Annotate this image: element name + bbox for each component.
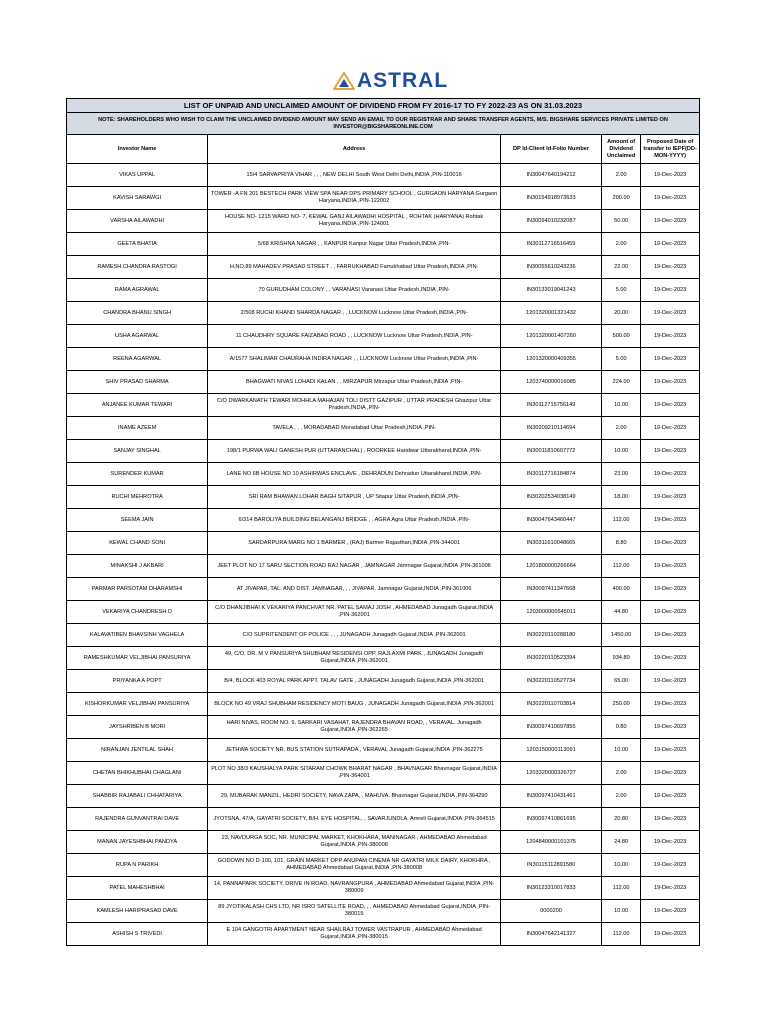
investor-name-cell: GEETA BHATIA bbox=[67, 233, 208, 256]
address-cell: 15/4 SARVAPRIYA VIHAR , , , NEW DELHI South West Delhi Delhi,INDIA ,PIN-110016 bbox=[208, 164, 501, 187]
folio-number-cell: IN30097410697855 bbox=[501, 716, 602, 739]
transfer-date-cell: 19-Dec-2023 bbox=[641, 762, 700, 785]
table-row bbox=[67, 256, 700, 279]
address-cell: TAVELA , , , MORADABAD Moradabad Uttar Pradesh,INDIA ,PIN- bbox=[208, 417, 501, 440]
investor-name-cell: CHETAN BHIKHUBHAI CHAGLANI bbox=[67, 762, 208, 785]
address-cell: SRI RAM BHAWAN LOHAR BAGH SITAPUR , UP Sitapur Uttar Pradesh,INDIA ,PIN- bbox=[208, 486, 501, 509]
table-row bbox=[67, 440, 700, 463]
folio-number-cell: 1201800000266664 bbox=[501, 555, 602, 578]
column-header-transfer-date: Proposed Date of transfer to IEPF(DD-MON-YYYY) bbox=[641, 135, 700, 164]
folio-number-cell: IN30220110703814 bbox=[501, 693, 602, 716]
transfer-date-cell: 19-Dec-2023 bbox=[641, 279, 700, 302]
table-row bbox=[67, 739, 700, 762]
address-cell: C/O DWARKANATH TEWARI MOHHLA MAHAJAN TOLI DISTT GAZIPUR , UTTAR PRADESH Ghazipur Uttar Pradesh,INDIA ,PIN- bbox=[208, 394, 501, 417]
amount-cell: 2.00 bbox=[602, 762, 641, 785]
amount-cell: 20.00 bbox=[602, 302, 641, 325]
investor-name-cell: RAJENDRA GUNVANTRAI DAVE bbox=[67, 808, 208, 831]
table-row bbox=[67, 164, 700, 187]
amount-cell: 200.00 bbox=[602, 187, 641, 210]
amount-cell: 934.80 bbox=[602, 647, 641, 670]
table-body bbox=[67, 164, 700, 946]
address-cell: JYOTSNA, 47/A, GAYATRI SOCIETY, B/H. EYE HOSPITAL, , SAVARJUNDLA. Amreli Gujarat,INDIA ,PIN-364515 bbox=[208, 808, 501, 831]
table-row bbox=[67, 670, 700, 693]
amount-cell: 22.00 bbox=[602, 256, 641, 279]
amount-cell: 10.00 bbox=[602, 900, 641, 923]
amount-cell: 10.00 bbox=[602, 440, 641, 463]
amount-cell: 18.00 bbox=[602, 486, 641, 509]
transfer-date-cell: 19-Dec-2023 bbox=[641, 555, 700, 578]
amount-cell: 44.80 bbox=[602, 601, 641, 624]
address-cell: HARI NIVAS, ROOM NO. 9, SARKARI VASAHAT, RAJENDRA BHAVAN ROAD, , VERAVAL. Junagadh Gujarat,INDIA ,PIN-362265 bbox=[208, 716, 501, 739]
amount-cell: 2.00 bbox=[602, 233, 641, 256]
folio-number-cell: IN30220110523394 bbox=[501, 647, 602, 670]
address-cell: H.NO.89 MAHADEV PRASAD STREET , , FARRUKHABAD Farrukhabad Uttar Pradesh,INDIA ,PIN- bbox=[208, 256, 501, 279]
address-cell: HOUSE NO- 1215 WARD NO- 7, KEWAL GANJ AILAWADHI HOSPITAL , ROHTAK (HARYANA) Rohtak Haryana,INDIA ,PIN-124001 bbox=[208, 210, 501, 233]
table-row bbox=[67, 877, 700, 900]
transfer-date-cell: 19-Dec-2023 bbox=[641, 670, 700, 693]
transfer-date-cell: 19-Dec-2023 bbox=[641, 831, 700, 854]
amount-cell: 224.00 bbox=[602, 371, 641, 394]
investor-name-cell: VEKARIYA CHANDRESH D bbox=[67, 601, 208, 624]
folio-number-cell: IN30220110288180 bbox=[501, 624, 602, 647]
investor-name-cell: PRIYANKA A POPT bbox=[67, 670, 208, 693]
table-row bbox=[67, 210, 700, 233]
table-row bbox=[67, 371, 700, 394]
transfer-date-cell: 19-Dec-2023 bbox=[641, 210, 700, 233]
address-cell: 2/508 RUCHI KHAND SHARDA NAGAR , , LUCKNOW Lucknow Uttar Pradesh,INDIA ,PIN- bbox=[208, 302, 501, 325]
address-cell: TOWER -A FN 201 BESTECH PARK VIEW SPA NEAR DPS PRIMARY SCHOOL , GURGAON HARYANA Gurgaon Haryana,INDIA ,PIN-122002 bbox=[208, 187, 501, 210]
transfer-date-cell: 19-Dec-2023 bbox=[641, 371, 700, 394]
address-cell: 14, PANNAPARK SOCIETY, DRIVE IN ROAD, NAVRANGPURA , AHMEDABAD Ahmedabad Gujarat,INDIA ,PIN-380009 bbox=[208, 877, 501, 900]
amount-cell: 1450.00 bbox=[602, 624, 641, 647]
address-cell: BHAGWATI NIVAS LOHADI KALAN , , MIRZAPUR Mirzapur Uttar Pradesh,INDIA ,PIN- bbox=[208, 371, 501, 394]
investor-name-cell: KEWAL CHAND SONI bbox=[67, 532, 208, 555]
transfer-date-cell: 19-Dec-2023 bbox=[641, 187, 700, 210]
transfer-date-cell: 19-Dec-2023 bbox=[641, 808, 700, 831]
amount-cell: 112.00 bbox=[602, 509, 641, 532]
dividend-table bbox=[66, 98, 700, 946]
investor-name-cell: KAMLESH HARIPRASAD DAVE bbox=[67, 900, 208, 923]
amount-cell: 400.00 bbox=[602, 578, 641, 601]
folio-number-cell: IN30311610048665 bbox=[501, 532, 602, 555]
folio-number-cell: 1201320001407260 bbox=[501, 325, 602, 348]
transfer-date-cell: 19-Dec-2023 bbox=[641, 164, 700, 187]
column-header-address: Address bbox=[208, 135, 501, 164]
table-row bbox=[67, 325, 700, 348]
transfer-date-cell: 19-Dec-2023 bbox=[641, 739, 700, 762]
transfer-date-cell: 19-Dec-2023 bbox=[641, 325, 700, 348]
table-row bbox=[67, 187, 700, 210]
folio-number-cell: IN30047643460447 bbox=[501, 509, 602, 532]
amount-cell: 10.00 bbox=[602, 739, 641, 762]
address-cell: JEET PLOT NO 17 SARU SECTION ROAD RAJ NAGAR , JAMNAGAR Jamnagar Gujarat,INDIA ,PIN-361006 bbox=[208, 555, 501, 578]
investor-name-cell: RUCHI MEHROTRA bbox=[67, 486, 208, 509]
address-cell: GODOWN NO D-100, 101, GRAIN MARKET OPP ANUPAM CINEMA NR GAYATRI MILK DAIRY, KHOKHRA , AHMEDABAD Ahmedabad Gujarat,INDIA ,PIN-380008 bbox=[208, 854, 501, 877]
transfer-date-cell: 19-Dec-2023 bbox=[641, 394, 700, 417]
transfer-date-cell: 19-Dec-2023 bbox=[641, 601, 700, 624]
column-header-amount: Amount of Dividend Unclaimed bbox=[602, 135, 641, 164]
table-row bbox=[67, 417, 700, 440]
table-row bbox=[67, 923, 700, 946]
folio-number-cell: IN30097410861695 bbox=[501, 808, 602, 831]
amount-cell: 250.00 bbox=[602, 693, 641, 716]
investor-name-cell: SANJAY SINGHAL bbox=[67, 440, 208, 463]
address-cell: 11 CHAUDHRY SQUARE FAIZABAD ROAD , , LUCKNOW Lucknow Uttar Pradesh,INDIA ,PIN- bbox=[208, 325, 501, 348]
table-row bbox=[67, 233, 700, 256]
investor-name-cell: SHIV PRASAD SHARMA bbox=[67, 371, 208, 394]
transfer-date-cell: 19-Dec-2023 bbox=[641, 302, 700, 325]
transfer-date-cell: 19-Dec-2023 bbox=[641, 647, 700, 670]
logo-text: ASTRAL bbox=[357, 69, 449, 92]
folio-number-cell: IN30202534038149 bbox=[501, 486, 602, 509]
amount-cell: 2.00 bbox=[602, 164, 641, 187]
folio-number-cell: 1204840000101375 bbox=[501, 831, 602, 854]
folio-number-cell: 1201320001321432 bbox=[501, 302, 602, 325]
address-cell: SARDARPURA MARG NO 1 BARMER , (RAJ) Barmer Rajasthan,INDIA ,PIN-344001 bbox=[208, 532, 501, 555]
address-cell: AT JIVAPAR, TAL. AND DIST. JAMNAGAR, , , JIVAPAR. Jamnagar Gujarat,INDIA ,PIN-361006 bbox=[208, 578, 501, 601]
amount-cell: 24.80 bbox=[602, 831, 641, 854]
folio-number-cell: 0000200 bbox=[501, 900, 602, 923]
address-cell: 5/68 KRISHNA NAGAR , , KANPUR Kanpur Nagar Uttar Pradesh,INDIA ,PIN- bbox=[208, 233, 501, 256]
folio-number-cell: IN30094010232087 bbox=[501, 210, 602, 233]
address-cell: BLOCK NO 49 VRAJ SHUBHAM RESIDENCY MOTI BAUG , JUNAGADH Junagadh Gujarat,INDIA ,PIN-362001 bbox=[208, 693, 501, 716]
amount-cell: 20.80 bbox=[602, 808, 641, 831]
table-row bbox=[67, 624, 700, 647]
investor-name-cell: SURENDER KUMAR bbox=[67, 463, 208, 486]
folio-number-cell: 1201320000409355 bbox=[501, 348, 602, 371]
amount-cell: 112.00 bbox=[602, 877, 641, 900]
investor-name-cell: KALAVATIBEN BHAVSINH VAGHELA bbox=[67, 624, 208, 647]
address-cell: 49, C/O. DR. M V PANSURIYA SHUBHAM RESIDENSI OPP. RAJLAXMI PARK , JUNAGADH Junagadh Gujarat,INDIA ,PIN-362001 bbox=[208, 647, 501, 670]
amount-cell: 65.00 bbox=[602, 670, 641, 693]
folio-number-cell: 1203320000326727 bbox=[501, 762, 602, 785]
investor-name-cell: MINAKSHI J AKBARI bbox=[67, 555, 208, 578]
address-cell: LANE NO 6B HOUSE NO 10 ASHIRWAS ENCLAVE , DEHRADUN Dehradun Uttarakhand,INDIA ,PIN- bbox=[208, 463, 501, 486]
investor-name-cell: SHABBIR RAJABALI CHHATARIYA bbox=[67, 785, 208, 808]
address-cell: 198/1 PURWA WALI GANESH PUR (UTTARANCHAL) , ROORKEE Haridwar Uttarakhand,INDIA ,PIN- bbox=[208, 440, 501, 463]
table-row bbox=[67, 762, 700, 785]
investor-name-cell: VIKAS UPPAL bbox=[67, 164, 208, 187]
investor-name-cell: SEEMA JAIN bbox=[67, 509, 208, 532]
address-cell: 29, MUBARAK MANZIL, HEDRI SOCIETY, NAVA ZAPA, , MAHUVA. Bhavnagar Gujarat,INDIA ,PIN-364290 bbox=[208, 785, 501, 808]
folio-number-cell: IN30097410431461 bbox=[501, 785, 602, 808]
amount-cell: 10.00 bbox=[602, 394, 641, 417]
table-row bbox=[67, 716, 700, 739]
investor-name-cell: PATEL MAHESHBHAI bbox=[67, 877, 208, 900]
transfer-date-cell: 19-Dec-2023 bbox=[641, 854, 700, 877]
investor-name-cell: NIRANJAN JENTILAL SHAH bbox=[67, 739, 208, 762]
amount-cell: 50.00 bbox=[602, 210, 641, 233]
claim-note: NOTE: SHAREHOLDERS WHO WISH TO CLAIM THE UNCLAIMED DIVIDEND AMOUNT MAY SEND AN EMAIL TO OUR REGISTRAR AND SHARE TRANSFER AGENTS, M/S. BIGSHARE SERVICES PRIVATE LIMITED ON INVESTOR@BIGSHAREONLINE.COM bbox=[67, 113, 700, 135]
table-row bbox=[67, 578, 700, 601]
folio-number-cell: IN30220110527734 bbox=[501, 670, 602, 693]
folio-number-cell: IN30112716184874 bbox=[501, 463, 602, 486]
page-title: LIST OF UNPAID AND UNCLAIMED AMOUNT OF DIVIDEND FROM FY 2016-17 TO FY 2022-23 AS ON 31.03.2023 bbox=[67, 99, 700, 113]
table-row bbox=[67, 601, 700, 624]
transfer-date-cell: 19-Dec-2023 bbox=[641, 486, 700, 509]
amount-cell: 10.00 bbox=[602, 854, 641, 877]
investor-name-cell: JAYSHRIBEN B MORI bbox=[67, 716, 208, 739]
table-row bbox=[67, 509, 700, 532]
investor-name-cell: RAMESH CHANDRA RASTOGI bbox=[67, 256, 208, 279]
transfer-date-cell: 19-Dec-2023 bbox=[641, 578, 700, 601]
transfer-date-cell: 19-Dec-2023 bbox=[641, 463, 700, 486]
investor-name-cell: PARMAR PARSOTAM DHARAMSHI bbox=[67, 578, 208, 601]
investor-name-cell: ASHISH S TRIVEDI bbox=[67, 923, 208, 946]
address-cell: 89 JYOTIKALASH CHS LTD, NR ISRO SATELLITE ROAD, , , AHMEDABAD Ahmedabad Gujarat,INDIA ,PIN-380015 bbox=[208, 900, 501, 923]
table-row bbox=[67, 693, 700, 716]
table-row bbox=[67, 532, 700, 555]
transfer-date-cell: 19-Dec-2023 bbox=[641, 785, 700, 808]
transfer-date-cell: 19-Dec-2023 bbox=[641, 256, 700, 279]
investor-name-cell: RAMESHKUMAR VELJIBHAI PANSURIYA bbox=[67, 647, 208, 670]
investor-name-cell: INAME AZEEM bbox=[67, 417, 208, 440]
amount-cell: 23.00 bbox=[602, 463, 641, 486]
investor-name-cell: MANAN JAYESHBHAI PANDYA bbox=[67, 831, 208, 854]
amount-cell: 8.80 bbox=[602, 532, 641, 555]
address-cell: PLOT NO 38/3 KAUSHALYA PARK SITARAM CHOWK BHARAT NAGAR , BHAVNAGAR Bhavnagar Gujarat,INDIA ,PIN-364001 bbox=[208, 762, 501, 785]
folio-number-cell: IN30112715756149 bbox=[501, 394, 602, 417]
transfer-date-cell: 19-Dec-2023 bbox=[641, 348, 700, 371]
address-cell: E 104 GANGOTRI APARTMENT NEAR SHAILRAJ TOWER VASTRAPUR , AHMEDABAD Ahmedabad Gujarat,INDIA ,PIN-380015 bbox=[208, 923, 501, 946]
folio-number-cell: 1203000000545011 bbox=[501, 601, 602, 624]
investor-name-cell: CHANDRA BHANU SINGH bbox=[67, 302, 208, 325]
column-header-investor-name: Investor Name bbox=[67, 135, 208, 164]
address-cell: 70 GURUDHAM COLONY , , VARANASI Varanasi Uttar Pradesh,INDIA ,PIN- bbox=[208, 279, 501, 302]
amount-cell: 2.00 bbox=[602, 785, 641, 808]
transfer-date-cell: 19-Dec-2023 bbox=[641, 417, 700, 440]
investor-name-cell: REENA AGARWAL bbox=[67, 348, 208, 371]
address-cell: 6/314 BAROLIYA BUILDING BELANGANJ BRIDGE , , AGRA Agra Uttar Pradesh,INDIA ,PIN- bbox=[208, 509, 501, 532]
transfer-date-cell: 19-Dec-2023 bbox=[641, 624, 700, 647]
folio-number-cell: IN30115112891580 bbox=[501, 854, 602, 877]
investor-name-cell: VARSHA AILAWADHI bbox=[67, 210, 208, 233]
folio-number-cell: IN30097411347668 bbox=[501, 578, 602, 601]
table-row bbox=[67, 854, 700, 877]
folio-number-cell: 1203150000113091 bbox=[501, 739, 602, 762]
table-row bbox=[67, 486, 700, 509]
astral-logo bbox=[333, 68, 455, 94]
amount-cell: 0.80 bbox=[602, 716, 641, 739]
folio-number-cell: IN30112716516459 bbox=[501, 233, 602, 256]
folio-number-cell: IN30055610243236 bbox=[501, 256, 602, 279]
table-row bbox=[67, 900, 700, 923]
folio-number-cell: IN30154918973633 bbox=[501, 187, 602, 210]
amount-cell: 112.00 bbox=[602, 923, 641, 946]
table-row bbox=[67, 394, 700, 417]
investor-name-cell: RAMA AGRAWAL bbox=[67, 279, 208, 302]
investor-name-cell: ANJANEE KUMAR TEWARI bbox=[67, 394, 208, 417]
address-cell: JETHWA SOCIETY NR. BUS STATION SUTRAPADA , VERAVAL Junagadh Gujarat,INDIA ,PIN-362275 bbox=[208, 739, 501, 762]
table-row bbox=[67, 647, 700, 670]
table-row bbox=[67, 279, 700, 302]
amount-cell: 112.00 bbox=[602, 555, 641, 578]
table-row bbox=[67, 302, 700, 325]
transfer-date-cell: 19-Dec-2023 bbox=[641, 900, 700, 923]
transfer-date-cell: 19-Dec-2023 bbox=[641, 509, 700, 532]
transfer-date-cell: 19-Dec-2023 bbox=[641, 440, 700, 463]
folio-number-cell: IN30123310017833 bbox=[501, 877, 602, 900]
folio-number-cell: IN30133019041243 bbox=[501, 279, 602, 302]
column-header-folio: DP Id-Client Id-Folio Number bbox=[501, 135, 602, 164]
transfer-date-cell: 19-Dec-2023 bbox=[641, 693, 700, 716]
investor-name-cell: KISHORKUMAR VELJIBHAI PANSURIYA bbox=[67, 693, 208, 716]
folio-number-cell: IN30209210114694 bbox=[501, 417, 602, 440]
folio-number-cell: 1203740000016085 bbox=[501, 371, 602, 394]
table-row bbox=[67, 785, 700, 808]
transfer-date-cell: 19-Dec-2023 bbox=[641, 233, 700, 256]
amount-cell: 500.00 bbox=[602, 325, 641, 348]
address-cell: C/O SUPRITENDENT OF POLICE , , , JUNAGADH Junagadh Gujarat,INDIA ,PIN-362001 bbox=[208, 624, 501, 647]
amount-cell: 2.00 bbox=[602, 417, 641, 440]
transfer-date-cell: 19-Dec-2023 bbox=[641, 532, 700, 555]
amount-cell: 5.00 bbox=[602, 279, 641, 302]
address-cell: A/1577 SHALIMAR CHAURAHA INDIRA NAGAR , , LUCKNOW Lucknow Uttar Pradesh,INDIA ,PIN- bbox=[208, 348, 501, 371]
table-row bbox=[67, 348, 700, 371]
transfer-date-cell: 19-Dec-2023 bbox=[641, 923, 700, 946]
folio-number-cell: IN30047640194212 bbox=[501, 164, 602, 187]
address-cell: 23, NAVDURGA SOC, NR. MUNICIPAL MARKET, KHOKHARA, MANINAGAR , AHMEDABAD Ahmedabad Gujarat,INDIA ,PIN-380008 bbox=[208, 831, 501, 854]
table-row bbox=[67, 831, 700, 854]
table-row bbox=[67, 463, 700, 486]
address-cell: C/O DHANJIBHAI K VEKARIYA PANCHVAT NR. PATEL SAMAJ JOSH , AHMEDABAD Junagadh Gujarat,INDIA ,PIN-362001 bbox=[208, 601, 501, 624]
table-row bbox=[67, 555, 700, 578]
investor-name-cell: RUPA N PARIKH bbox=[67, 854, 208, 877]
transfer-date-cell: 19-Dec-2023 bbox=[641, 877, 700, 900]
table-row bbox=[67, 808, 700, 831]
address-cell: B/4, BLOCK 403 ROYAL PARK APPT. TALAV GATE , JUNAGADH Junagadh Gujarat,INDIA ,PIN-362001 bbox=[208, 670, 501, 693]
folio-number-cell: IN30047642141327 bbox=[501, 923, 602, 946]
investor-name-cell: USHA AGARWAL bbox=[67, 325, 208, 348]
logo-triangle-icon bbox=[333, 72, 355, 90]
folio-number-cell: IN30011810607772 bbox=[501, 440, 602, 463]
investor-name-cell: KAVISH SARAWGI bbox=[67, 187, 208, 210]
amount-cell: 5.00 bbox=[602, 348, 641, 371]
transfer-date-cell: 19-Dec-2023 bbox=[641, 716, 700, 739]
